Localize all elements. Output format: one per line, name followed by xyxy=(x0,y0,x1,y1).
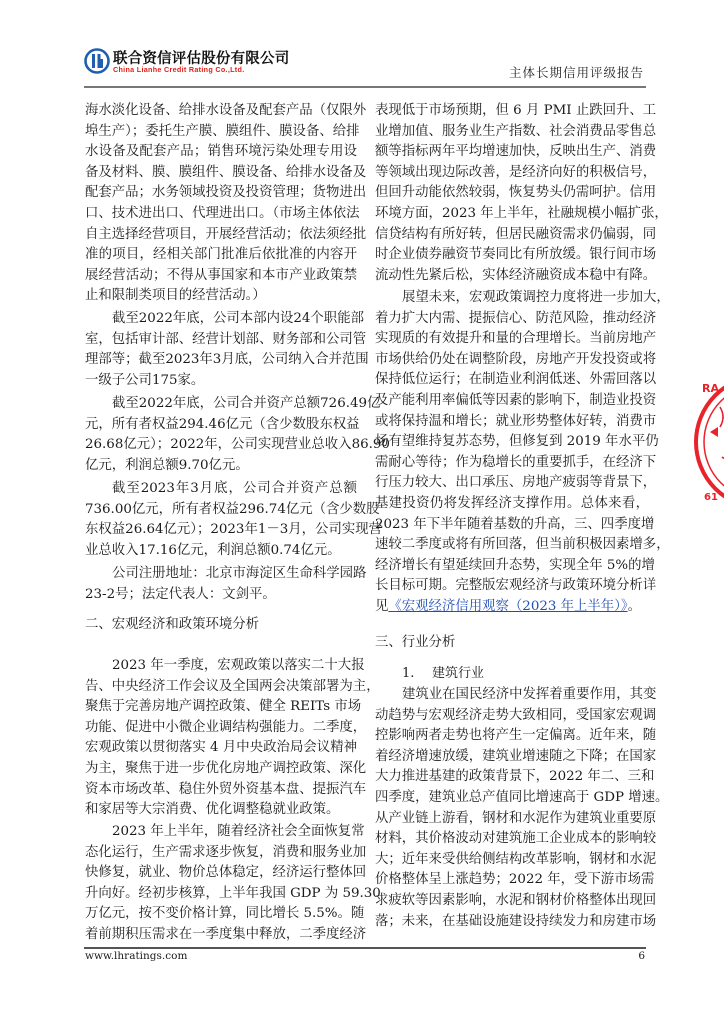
paragraph-outlook xyxy=(375,288,670,618)
text-line: 备及材料、膜、膜组件、膜设备、给排水设备及 xyxy=(85,164,367,180)
macro-report-link[interactable]: 《宏观经济信用观察（2023 年上半年）》 xyxy=(388,598,628,614)
text-line: 价格整体呈上涨趋势；2022 年，受下游市场需 xyxy=(375,872,655,888)
text-line: 但回升动能依然较弱，恢复势头仍需呵护。信用 xyxy=(375,185,657,201)
text-line: 表现低于市场预期，但 6 月 PMI 止跌回升、工 xyxy=(375,103,657,118)
text-line: 资本市场改革、稳住外贸外资基本盘、提振汽车 xyxy=(85,781,367,797)
text-line: 止和限制类项目的经营活动。） xyxy=(85,288,266,304)
text-line: 基建投资仍将发挥经济支撑作用。总体来看， xyxy=(375,495,649,511)
text-line: 截至2023年3月底，公司合并资产总额 xyxy=(112,481,357,496)
text-line: 实现质的有效提升和量的合理增长。当前房地产 xyxy=(375,331,657,347)
text-line: 着经济增速放缓，建筑业增速随之下降；在国家 xyxy=(375,748,657,764)
paragraph-business-scope xyxy=(85,101,367,307)
text-line: 大力推进基建的政策背景下，2022 年二、三和 xyxy=(375,769,655,785)
section-heading-macro: 二、宏观经济和政策环境分析 xyxy=(85,617,260,632)
report-title: 主体长期信用评级报告 xyxy=(508,65,644,80)
text-line: 万亿元，按不变价格计算，同比增长 5.5%。随 xyxy=(85,906,365,922)
text-line: 时企业债券融资节奏同比有所放缓。银行间市场 xyxy=(375,247,657,263)
text-line: 元，所有者权益294.46亿元（含少数股东权益 xyxy=(85,416,360,432)
text-line: 落；未来，在基础设施建设持续发力和房建市场 xyxy=(375,913,657,929)
paragraph-construction xyxy=(375,685,669,932)
svg-text:61: 61 xyxy=(704,492,718,503)
text-line: 26.68亿元）；2022年，公司实现营业总收入86.90 xyxy=(85,437,390,453)
text-line: 场有望维持复苏态势，但修复到 2019 年水平仍 xyxy=(375,434,659,450)
text-line: 埠生产）；委托生产膜、膜组件、膜设备、给排 xyxy=(85,123,360,139)
paragraph-macro-continued xyxy=(375,101,668,286)
text-line: 2023 年下半年随着基数的升高，三、四季度增 xyxy=(375,516,655,532)
text-line: 大；近年来受供给侧结构改革影响，钢材和水泥 xyxy=(375,851,657,867)
text-line: 公司注册地址：北京市海淀区生命科学园路 xyxy=(112,566,367,581)
text-line: 亿元，利润总额9.70亿元。 xyxy=(85,457,249,473)
text-line: 额等指标两年平均增速加快，反映出生产、消费 xyxy=(375,144,657,160)
paragraph-financials-2022 xyxy=(85,394,390,476)
text-line: 升向好。经初步核算，上半年我国 GDP 为 59.30 xyxy=(85,885,381,901)
text-line: 截至2022年底，公司本部内设24个职能部 xyxy=(112,311,364,326)
text-line: 四季度，建筑业总产值同比增速高于 GDP 增速。 xyxy=(375,789,669,805)
text-line: 环境方面，2023 年上半年，社融规模小幅扩张， xyxy=(375,205,668,221)
paragraph-organization xyxy=(85,309,369,391)
text-line: 告、中央经济工作会议及全国两会决策部署为主， xyxy=(85,678,380,694)
text-line: 配套产品；水务领域投资及投资管理；货物进出 xyxy=(85,185,367,201)
text-line: 市场供给仍处在调整阶段，房地产开发投资或将 xyxy=(375,351,657,367)
text-line: 信贷结构有所好转，但居民融资需求仍偏弱，同 xyxy=(375,226,657,242)
text-line: 室，包括审计部、经营计划部、财务部和公司管 xyxy=(85,331,367,347)
subsection-heading-construction: 1. 建筑行业 xyxy=(402,666,485,681)
text-line: 流动性先紧后松，实体经济融资成本稳中有降。 xyxy=(375,267,657,283)
text-line: 截至2022年底，公司合并资产总额726.49亿 xyxy=(112,396,381,411)
company-name: 联合资信评估股份有限公司 xyxy=(113,51,290,67)
text-line: 需耐心等待；作为稳增长的重要抓手，在经济下 xyxy=(375,454,657,470)
text-line: 宏观政策以贯彻落实 4 月中央政治局会议精神 xyxy=(85,740,357,756)
text-line: 展经营活动；不得从事国家和本市产业政策禁 xyxy=(85,267,357,283)
text-line: 业总收入17.16亿元，利润总额0.74亿元。 xyxy=(85,542,341,558)
text-line: 2023 年一季度，宏观政策以落实二十大报 xyxy=(112,658,365,673)
text-line: 经济增长有望延续回升态势，实现全年 5%的增 xyxy=(375,557,655,573)
text-line: 或将保持温和增长；就业形势整体好转，消费市 xyxy=(375,413,657,429)
text-line: 736.00亿元，所有者权益296.74亿元（含少数股 xyxy=(85,501,380,517)
paragraph-macro-policy xyxy=(85,656,380,821)
svg-text:RA: RA xyxy=(702,382,719,395)
text-line: 建筑业在国民经济中发挥着重要作用，其变 xyxy=(402,687,657,702)
text-line: 从产业链上游看，钢材和水泥作为建筑业重要原 xyxy=(375,810,657,826)
outlook-last-line: 见《宏观经济信用观察（2023 年上半年）》。 xyxy=(375,598,641,614)
page-number: 6 xyxy=(638,950,645,962)
text-line: 材料，其价格波动对建筑施工企业成本的影响较 xyxy=(375,831,657,847)
company-logo-icon xyxy=(84,48,110,74)
text-line: 着力扩大内需、提振信心、防范风险，推动经济 xyxy=(375,310,657,326)
text-line: 态化运行，生产需求逐步恢复，消费和服务业加 xyxy=(85,844,367,860)
text-line: 动趋势与宏观经济走势大致相同，受国家宏观调 xyxy=(375,707,657,723)
text-line: 保持低位运行；在制造业利润低迷、外需回落以 xyxy=(375,372,657,388)
text-line: 一级子公司175家。 xyxy=(85,372,205,388)
text-line: 海水淡化设备、给排水设备及配套产品（仅限外 xyxy=(85,103,367,118)
company-name-en: China Lianhe Credit Rating Co.,Ltd. xyxy=(113,65,245,74)
text-line: 及产能利用率偏低等因素的影响下，制造业投资 xyxy=(375,392,657,408)
text-line: 求疲软等因素影响，水泥和钢材价格整体出现回 xyxy=(375,892,657,908)
text-line: 等领域出现边际改善，是经济向好的积极信号， xyxy=(375,164,657,180)
text-line: 自主选择经营项目，开展经营活动；依法须经批 xyxy=(85,226,367,242)
text-line: 业增加值、服务业生产指数、社会消费品零售总 xyxy=(375,123,657,139)
text-line: 功能、促进中小微企业调结构强能力。二季度， xyxy=(85,719,367,735)
paragraph-address xyxy=(85,564,367,605)
paragraph-macro-economy xyxy=(85,822,381,946)
text-line: 控影响两者走势也将产生一定偏离。近年来，随 xyxy=(375,728,657,744)
paragraph-financials-2023q1 xyxy=(85,479,383,561)
text-line: 理部等；截至2023年3月底，公司纳入合并范围 xyxy=(85,352,369,368)
text-line: 水设备及配套产品；销售环境污染处理专用设 xyxy=(85,144,357,160)
footer-divider xyxy=(84,947,646,949)
text-line: 快修复，就业、物价总体稳定，经济运行整体回 xyxy=(85,865,367,881)
text-line: 着前期积压需求在一季度集中释放，二季度经济 xyxy=(85,926,367,942)
text-line: 2023 年上半年，随着经济社会全面恢复常 xyxy=(112,824,365,839)
text-line: 聚焦于完善房地产调控政策、健全 REITs 市场 xyxy=(85,699,362,715)
text-line: 口、技术进出口、代理进出口。（市场主体依法 xyxy=(85,205,360,221)
footer-website[interactable]: www.lhratings.com xyxy=(85,950,188,962)
company-seal-stamp xyxy=(690,362,724,522)
text-line: 准的项目，经相关部门批准后依批准的内容开 xyxy=(85,247,357,263)
text-line: 速较二季度或将有所回落，但当前积极因素增多， xyxy=(375,537,670,553)
section-heading-industry: 三、行业分析 xyxy=(375,635,456,650)
text-line: 长目标可期。完整版宏观经济与政策环境分析详 xyxy=(375,578,657,594)
text-line: 东权益26.64亿元）；2023年1－3月，公司实现营 xyxy=(85,522,383,538)
text-line: 行压力较大、出口承压、房地产疲弱等背景下， xyxy=(375,475,657,491)
header-divider xyxy=(84,86,646,88)
text-line: 展望未来，宏观政策调控力度将进一步加大， xyxy=(402,290,670,305)
text-line: 为主，聚焦于进一步优化房地产调控政策、深化 xyxy=(85,760,367,776)
text-line: 23-2号；法定代表人：文剑平。 xyxy=(85,586,276,602)
text-line: 和家居等大宗消费、优化调整稳就业政策。 xyxy=(85,802,340,818)
